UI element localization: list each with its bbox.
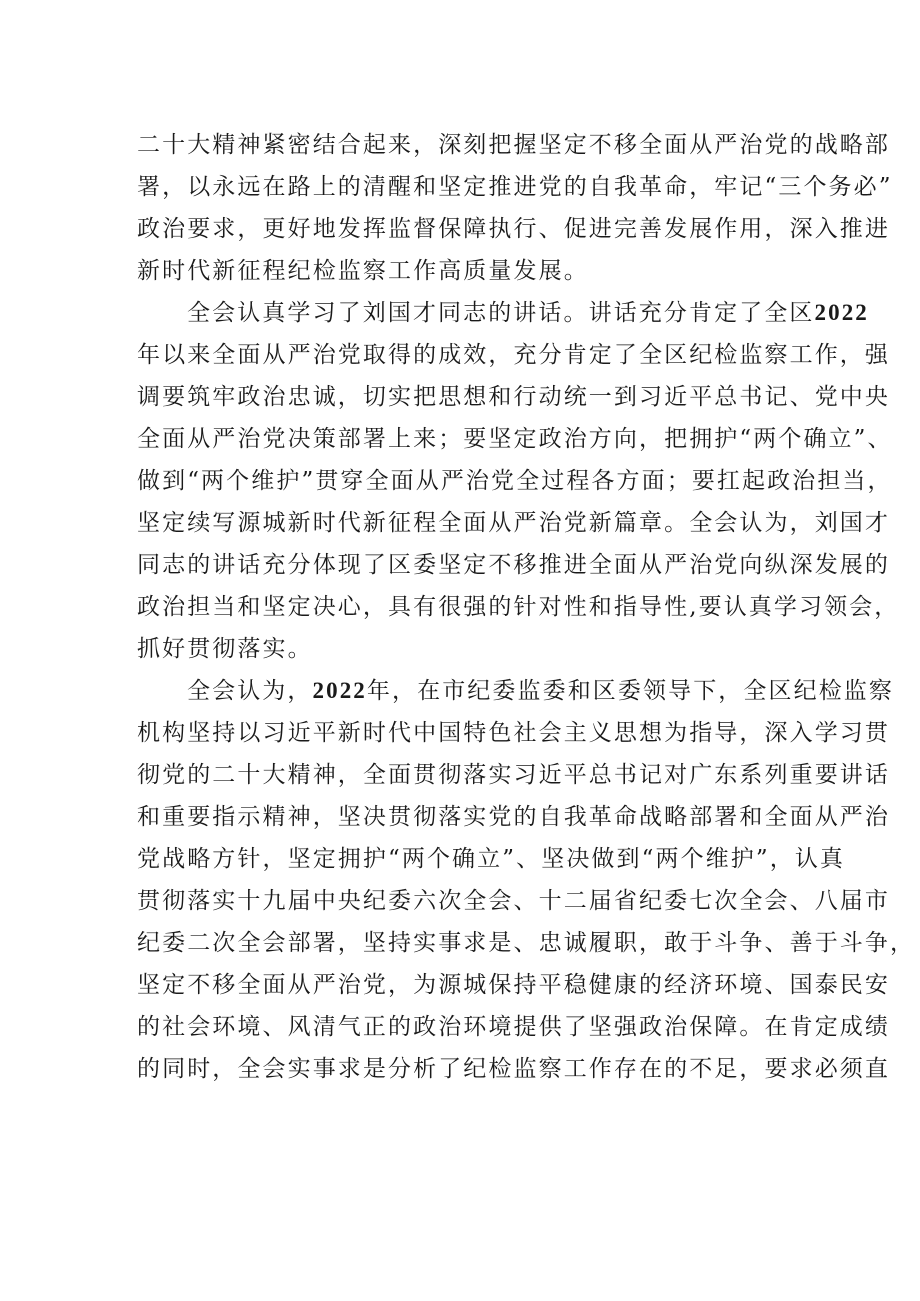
text-line: 年以来全面从严治党取得的成效，充分肯定了全区纪检监察工作，强 — [137, 342, 890, 368]
text-segment: 全会认真学习了刘国才同志的讲话。讲话充分肯定了全区 — [187, 300, 815, 326]
text-line: 全面从严治党决策部署上来；要坚定政治方向，把拥护“两个确立”、 — [137, 426, 893, 452]
year-number: 2022 — [814, 300, 869, 325]
text-line: 坚定不移全面从严治党，为源城保持平稳健康的经济环境、国泰民安 — [137, 972, 890, 998]
text-line — [137, 292, 869, 334]
text-line: 和重要指示精神，坚决贯彻落实党的自我革命战略部署和全面从严治 — [137, 804, 890, 830]
text-line: 政治担当和坚定决心，具有很强的针对性和指导性,要认真学习领会， — [137, 594, 900, 620]
text-segment: 年，在市纪委监委和区委领导下，全区纪检监察 — [366, 678, 895, 704]
paragraph-3 — [137, 670, 916, 1090]
text-segment: 全会认为， — [187, 678, 313, 704]
text-line: 政治要求，更好地发挥监督保障执行、促进完善发展作用，深入推进 — [137, 216, 890, 242]
text-line: 做到“两个维护”贯穿全面从严治党全过程各方面；要扛起政治担当， — [137, 468, 893, 494]
text-line: 的同时，全会实事求是分析了纪检监察工作存在的不足，要求必须直 — [137, 1056, 890, 1082]
document-page — [137, 124, 916, 1090]
text-line: 同志的讲话充分体现了区委坚定不移推进全面从严治党向纵深发展的 — [137, 552, 890, 578]
text-line: 署，以永远在路上的清醒和坚定推进党的自我革命，牢记“三个务必” — [137, 174, 893, 200]
year-number: 2022 — [312, 678, 367, 703]
text-line: 调要筑牢政治忠诚，切实把思想和行动统一到习近平总书记、党中央 — [137, 384, 890, 410]
text-line: 机构坚持以习近平新时代中国特色社会主义思想为指导，深入学习贯 — [137, 720, 890, 746]
text-line: 的社会环境、风清气正的政治环境提供了坚强政治保障。在肯定成绩 — [137, 1014, 890, 1040]
text-line: 党战略方针，坚定拥护“两个确立”、坚决做到“两个维护”，认真 — [137, 846, 846, 872]
text-line — [137, 670, 895, 712]
text-line: 坚定续写源城新时代新征程全面从严治党新篇章。全会认为，刘国才 — [137, 510, 890, 536]
paragraph-1 — [137, 124, 893, 292]
text-line: 贯彻落实十九届中央纪委六次全会、十二届省纪委七次全会、八届市 — [137, 888, 890, 914]
text-line: 新时代新征程纪检监察工作高质量发展。 — [137, 258, 589, 284]
text-line: 彻党的二十大精神，全面贯彻落实习近平总书记对广东系列重要讲话 — [137, 762, 890, 788]
text-line: 二十大精神紧密结合起来，深刻把握坚定不移全面从严治党的战略部 — [137, 132, 890, 158]
text-line: 抓好贯彻落实。 — [137, 636, 313, 662]
text-line: 纪委二次全会部署，坚持实事求是、忠诚履职，敢于斗争、善于斗争， — [137, 930, 916, 956]
paragraph-2 — [137, 292, 900, 670]
